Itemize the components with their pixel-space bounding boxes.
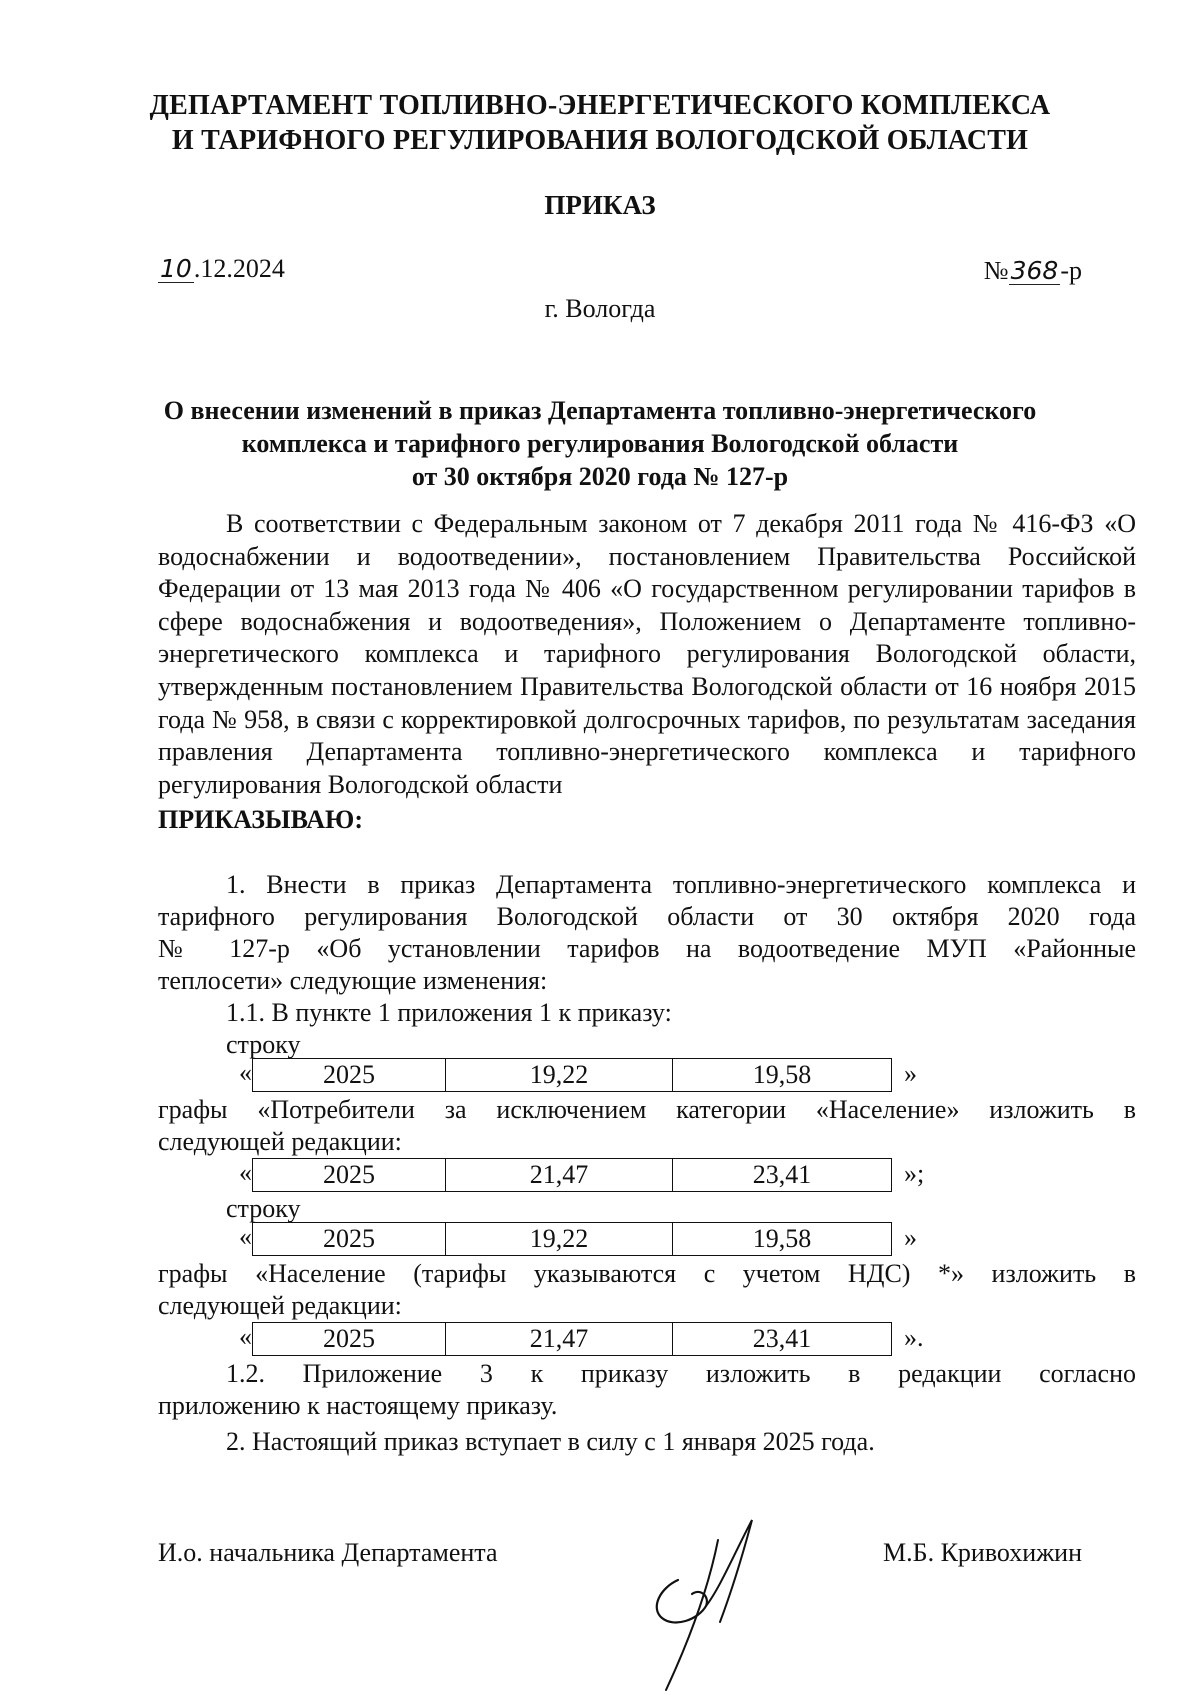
next-edition-2: следующей редакции: xyxy=(158,1291,402,1320)
item-1-2-line-2: приложению к настоящему приказу. xyxy=(158,1391,558,1420)
row-4-value-2: 23,41 xyxy=(672,1323,891,1355)
row-3-open-quote: « xyxy=(239,1222,252,1251)
row-1-value-2: 19,58 xyxy=(672,1059,891,1091)
stroku-label-1: строку xyxy=(226,1030,301,1059)
signatory-name: М.Б. Кривохижин xyxy=(883,1538,1082,1567)
subject-line-2: комплекса и тарифного регулирования Вологодской области xyxy=(241,429,959,458)
item-2: 2. Настоящий приказ вступает в силу с 1 января 2025 года. xyxy=(226,1427,875,1456)
tariff-row-4 xyxy=(236,1322,924,1356)
grafa-population: графы «Население (тарифы указываются с учетом НДС) *» изложить в xyxy=(158,1259,1136,1288)
row-1-close-quote: » xyxy=(904,1059,917,1088)
item-1-line-4: теплосети» следующие изменения: xyxy=(158,966,548,995)
city: г. Вологда xyxy=(544,294,656,323)
handwritten-signature xyxy=(640,1510,770,1695)
stroku-label-2: строку xyxy=(226,1194,301,1223)
grafa-consumers: графы «Потребители за исключением категории «Население» изложить в xyxy=(158,1095,1136,1124)
order-subject xyxy=(0,394,1200,493)
subject-line-3: от 30 октября 2020 года № 127-р xyxy=(411,462,789,491)
row-2-value-1: 21,47 xyxy=(445,1159,672,1191)
row-1-cells xyxy=(252,1058,892,1092)
item-1-line-3: № 127-р «Об установлении тарифов на водоотведение МУП «Районные xyxy=(158,934,1136,963)
item-1-line-2: тарифного регулирования Вологодской области от 30 октября 2020 года xyxy=(158,902,1136,931)
number-handwritten: 368 xyxy=(1010,256,1059,285)
row-4-cells xyxy=(252,1322,892,1356)
signatory-position: И.о. начальника Департамента xyxy=(158,1538,498,1567)
header-line-1: ДЕПАРТАМЕНТ ТОПЛИВНО-ЭНЕРГЕТИЧЕСКОГО КОМПЛЕКСА xyxy=(149,90,1051,121)
row-3-year: 2025 xyxy=(323,1224,375,1253)
item-1-line-1: 1. Внести в приказ Департамента топливно-энергетического комплекса и xyxy=(226,870,1136,899)
document-type: ПРИКАЗ xyxy=(544,190,656,220)
item-1-2-line-1: 1.2. Приложение 3 к приказу изложить в редакции согласно xyxy=(226,1359,1136,1388)
order-number xyxy=(984,256,1082,286)
row-2-year: 2025 xyxy=(323,1160,375,1189)
number-prefix: № xyxy=(983,256,1009,285)
next-edition-1: следующей редакции: xyxy=(158,1127,402,1156)
row-3-close-quote: » xyxy=(904,1223,917,1252)
row-3-value-1: 19,22 xyxy=(445,1223,672,1255)
row-3-cells xyxy=(252,1222,892,1256)
row-1-value-1: 19,22 xyxy=(445,1059,672,1091)
order-date xyxy=(158,254,285,284)
date-rest: .12.2024 xyxy=(193,254,285,283)
row-4-year: 2025 xyxy=(323,1324,375,1353)
subject-line-1: О внесении изменений в приказ Департамента топливно-энергетического xyxy=(163,396,1037,425)
tariff-row-2 xyxy=(236,1158,924,1192)
preamble-paragraph: В соответствии с Федеральным законом от 7 декабря 2011 года № 416-ФЗ «О водоснабжении и водоотведении», постановлением Правительства Российской Федерации от 13 мая 2013 года № 406 «О государственном регулировании тарифов в сфере водоснабжения и водоотведения», Положением о Департаменте топливно-энергетического комплекса и тарифного регулирования Вологодской области, утвержденным постановлением Правительства Вологодской области от 16 ноября 2015 года № 958, в связи с корректировкой долгосрочных тарифов, по результатам заседания правления Департамента топливно-энергетического комплекса и тарифного регулирования Вологодской области xyxy=(158,509,1136,799)
department-header xyxy=(0,88,1200,158)
tariff-row-1 xyxy=(236,1058,917,1092)
row-3-value-2: 19,58 xyxy=(672,1223,891,1255)
date-day-handwritten: 10 xyxy=(160,254,192,283)
row-2-value-2: 23,41 xyxy=(672,1159,891,1191)
item-1-1: 1.1. В пункте 1 приложения 1 к приказу: xyxy=(226,998,672,1027)
number-suffix: -р xyxy=(1060,256,1082,285)
row-1-year: 2025 xyxy=(323,1060,375,1089)
row-4-value-1: 21,47 xyxy=(445,1323,672,1355)
tariff-row-3 xyxy=(236,1222,917,1256)
row-2-open-quote: « xyxy=(239,1158,252,1187)
row-2-cells xyxy=(252,1158,892,1192)
row-4-open-quote: « xyxy=(239,1322,252,1351)
row-4-close-quote: ». xyxy=(904,1323,924,1352)
header-line-2: И ТАРИФНОГО РЕГУЛИРОВАНИЯ ВОЛОГОДСКОЙ ОБЛАСТИ xyxy=(171,125,1029,156)
order-word: ПРИКАЗЫВАЮ: xyxy=(158,805,363,834)
row-1-open-quote: « xyxy=(239,1058,252,1087)
row-2-close-quote: »; xyxy=(904,1159,925,1188)
